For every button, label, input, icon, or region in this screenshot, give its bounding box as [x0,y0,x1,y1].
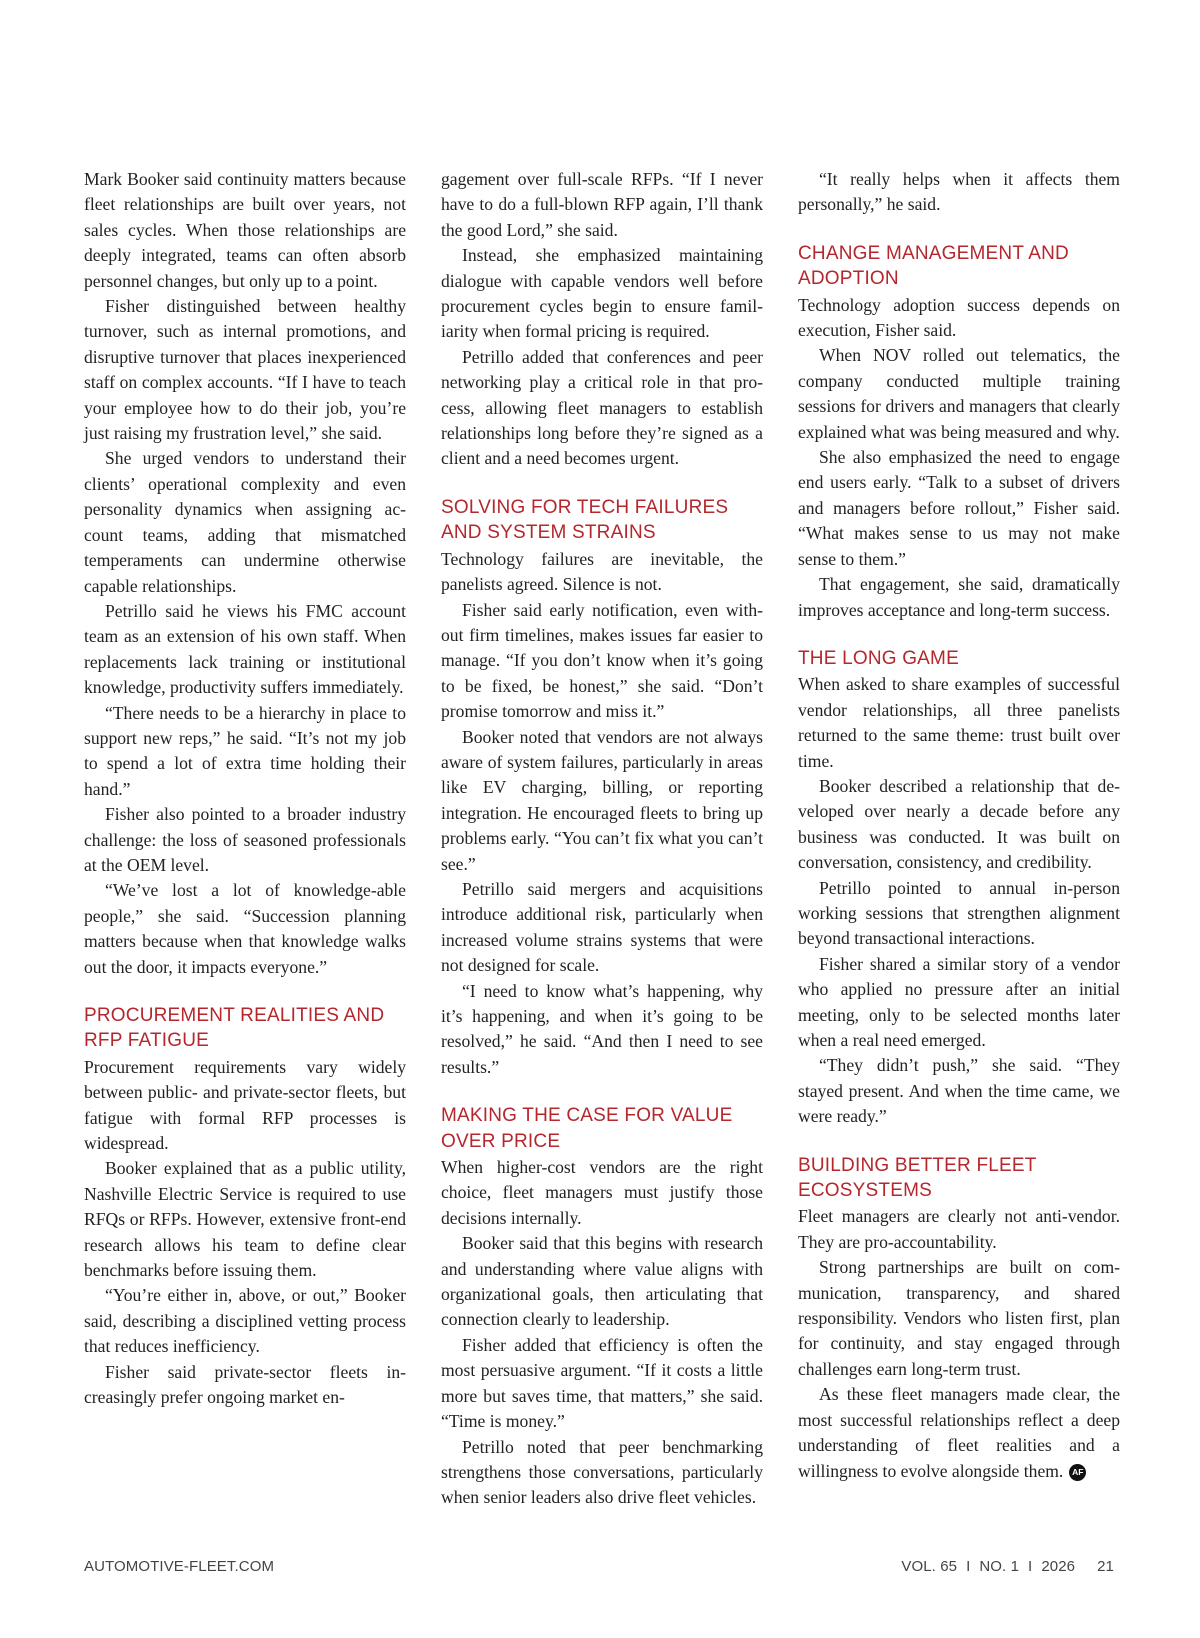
paragraph: “It really helps when it affects them personally,” he said. [798,169,1120,215]
paragraph: When NOV rolled out telematics, the company conducted multiple training sessions for drivers and managers that clearly explained what was being measured and why. [798,345,1120,442]
section-heading-procurement: PROCUREMENT REALITIES AND RFP FATIGUE [84,1005,385,1052]
closing-paragraph-text: As these fleet managers made clear, the most successful relationships reflect a deep understanding of fleet realities and a willingness to evolve alongside them. [798,1384,1120,1481]
paragraph: gagement over full-scale RFPs. “If I never have to do a full-blown RFP again, I’ll thank the good Lord,” she said. [441,169,763,240]
paragraph: Fisher shared a similar story of a vendor who applied no pressure after an initial meeting, only to be selected months later when a real need emerged. [798,953,1120,1050]
footer-number: NO. 1 [979,1558,1020,1575]
paragraph: Fleet managers are clearly not anti-vendor. They are pro-accountability. [798,1206,1120,1252]
section-heading-ecosystems: BUILDING BETTER FLEET ECOSYSTEMS [798,1154,1037,1202]
paragraph: Mark Booker said continuity matters because fleet relationships are built over years, not sales cycles. When those relationships are deeply integrated, teams can often absorb personnel changes, but only up to a point. [84,169,406,291]
paragraph: Petrillo noted that peer benchmarking strengthens those conversations, particularly when senior leaders also drive fleet vehicles. [441,1436,763,1508]
paragraph: “We’ve lost a lot of knowledge-able people,” she said. “Succession planning matters because when that knowledge walks out the door, it impacts everyone.” [84,880,406,977]
paragraph: Booker noted that vendors are not always aware of system failures, particularly in areas like EV charging, billing, or reporting integration. He encouraged fleets to bring up problems early. “You can’t fix what you can’t see.” [441,726,763,874]
section-heading-change-management: CHANGE MANAGEMENT AND ADOPTION [798,242,1069,290]
paragraph: Instead, she emphasized maintaining dialogue with capable vendors well before procurement cycles begin to ensure familiarity when formal pricing is required. [441,245,763,342]
section-heading-long-game: THE LONG GAME [798,647,959,669]
paragraph: Fisher said early notification, even without firm timelines, makes issues far easier to manage. “If you don’t know when it’s going to be fixed, be honest,” she said. “Don’t promise tomorrow and miss it.” [441,599,763,722]
paragraph: She urged vendors to understand their clients’ operational complexity and even personality dynamics when assigning account teams, adding that mismatched temperaments can undermine otherwise capable relationships. [84,448,406,596]
end-mark-logo-icon: AF [1069,1464,1086,1481]
paragraph: Petrillo said mergers and acquisitions introduce additional risk, particularly when increased volume strains systems that were not designed for scale. [441,878,763,976]
paragraph: “I need to know what’s happening, why it’s happening, and when it’s going to be resolved,” he said. “And then I need to see results.” [441,980,763,1077]
paragraph: Booker said that this begins with research and understanding where value aligns with organizational goals, then articulating that connection clearly to leadership. [441,1233,763,1330]
paragraph: Technology adoption success depends on execution, Fisher said. [798,294,1120,341]
page-number: 21 [1097,1558,1114,1575]
footer-volume: VOL. 65 [901,1558,958,1575]
paragraph: Strong partnerships are built on communication, transparency, and shared responsibility. Vendors who listen first, plan for continuity, and stay engaged through challenges earn long-term trust. [798,1257,1120,1379]
paragraph: She also emphasized the need to engage end users early. “Talk to a subset of drivers and managers before rollout,” Fisher said. “What makes sense to us may not make sense to them.” [798,447,1120,569]
paragraph: Procurement requirements vary widely between public- and private-sector fleets, but fatigue with formal RFP processes is widespread. [84,1056,406,1154]
paragraph: Petrillo pointed to annual in-person working sessions that strengthen alignment beyond transactional interactions. [798,877,1120,949]
paragraph: “There needs to be a hierarchy in place to support new reps,” he said. “It’s not my job to spend a lot of extra time holding their hand.” [84,702,406,799]
section-heading-tech-failures: SOLVING FOR TECH FAILURES AND SYSTEM STRAINS [441,496,729,544]
paragraph: Petrillo said he views his FMC account team as an extension of his own staff. When replacements lack training or institutional knowledge, productivity suffers immediately. [84,600,406,698]
paragraph: When asked to share examples of successful vendor relationships, all three panelists returned to the same theme: trust built over time. [798,674,1120,771]
article-column-3 [798,167,1120,1484]
paragraph: “They didn’t push,” she said. “They stayed present. And when the time came, we were ready.” [798,1055,1120,1127]
paragraph: Booker explained that as a public utility, Nashville Electric Service is required to use RFQs or RFPs. However, extensive front-end research allows his team to define clear benchmarks before issuing them. [84,1158,406,1281]
article-column-2 [441,167,763,1511]
paragraph: That engagement, she said, dramatically improves acceptance and long-term success. [798,574,1120,620]
paragraph: “You’re either in, above, or out,” Booker said, describing a disciplined vetting process that reduces inefficiency. [84,1285,406,1357]
footer-year: 2026 [1041,1558,1076,1575]
paragraph: Technology failures are inevitable, the panelists agreed. Silence is not. [441,548,763,595]
paragraph: Fisher distinguished between healthy turnover, such as internal promotions, and disruptive turnover that places inexperienced staff on complex accounts. “If I have to teach your employee how to do their job, you’re just raising my frustration level,” she said. [84,296,406,444]
section-heading-value-over-price: MAKING THE CASE FOR VALUE OVER PRICE [441,1105,733,1152]
paragraph: Fisher added that efficiency is often the most persuasive argument. “If it costs a little more but saves time, that matters,” she said. “Time is money.” [441,1334,763,1432]
footer-separator: I [966,1558,971,1575]
paragraph: Fisher said private-sector fleets increasingly prefer ongoing market en- [84,1361,406,1408]
footer-separator: I [1028,1558,1033,1575]
paragraph [798,1382,1120,1484]
article-column-1 [84,167,406,1411]
footer-site: AUTOMOTIVE-FLEET.COM [84,1558,275,1575]
paragraph: Petrillo added that conferences and peer networking play a critical role in that process, allowing fleet managers to establish relationships long before they’re signed as a client and a need becomes urgent. [441,346,763,469]
paragraph: Booker described a relationship that developed over nearly a decade before any business was conducted. It was built on conversation, consistency, and credibility. [798,775,1120,873]
paragraph: Fisher also pointed to a broader industry challenge: the loss of seasoned professionals at the OEM level. [84,804,406,875]
paragraph: When higher-cost vendors are the right choice, fleet managers must justify those decisions internally. [441,1157,763,1228]
footer-issue-info [901,1558,1114,1575]
